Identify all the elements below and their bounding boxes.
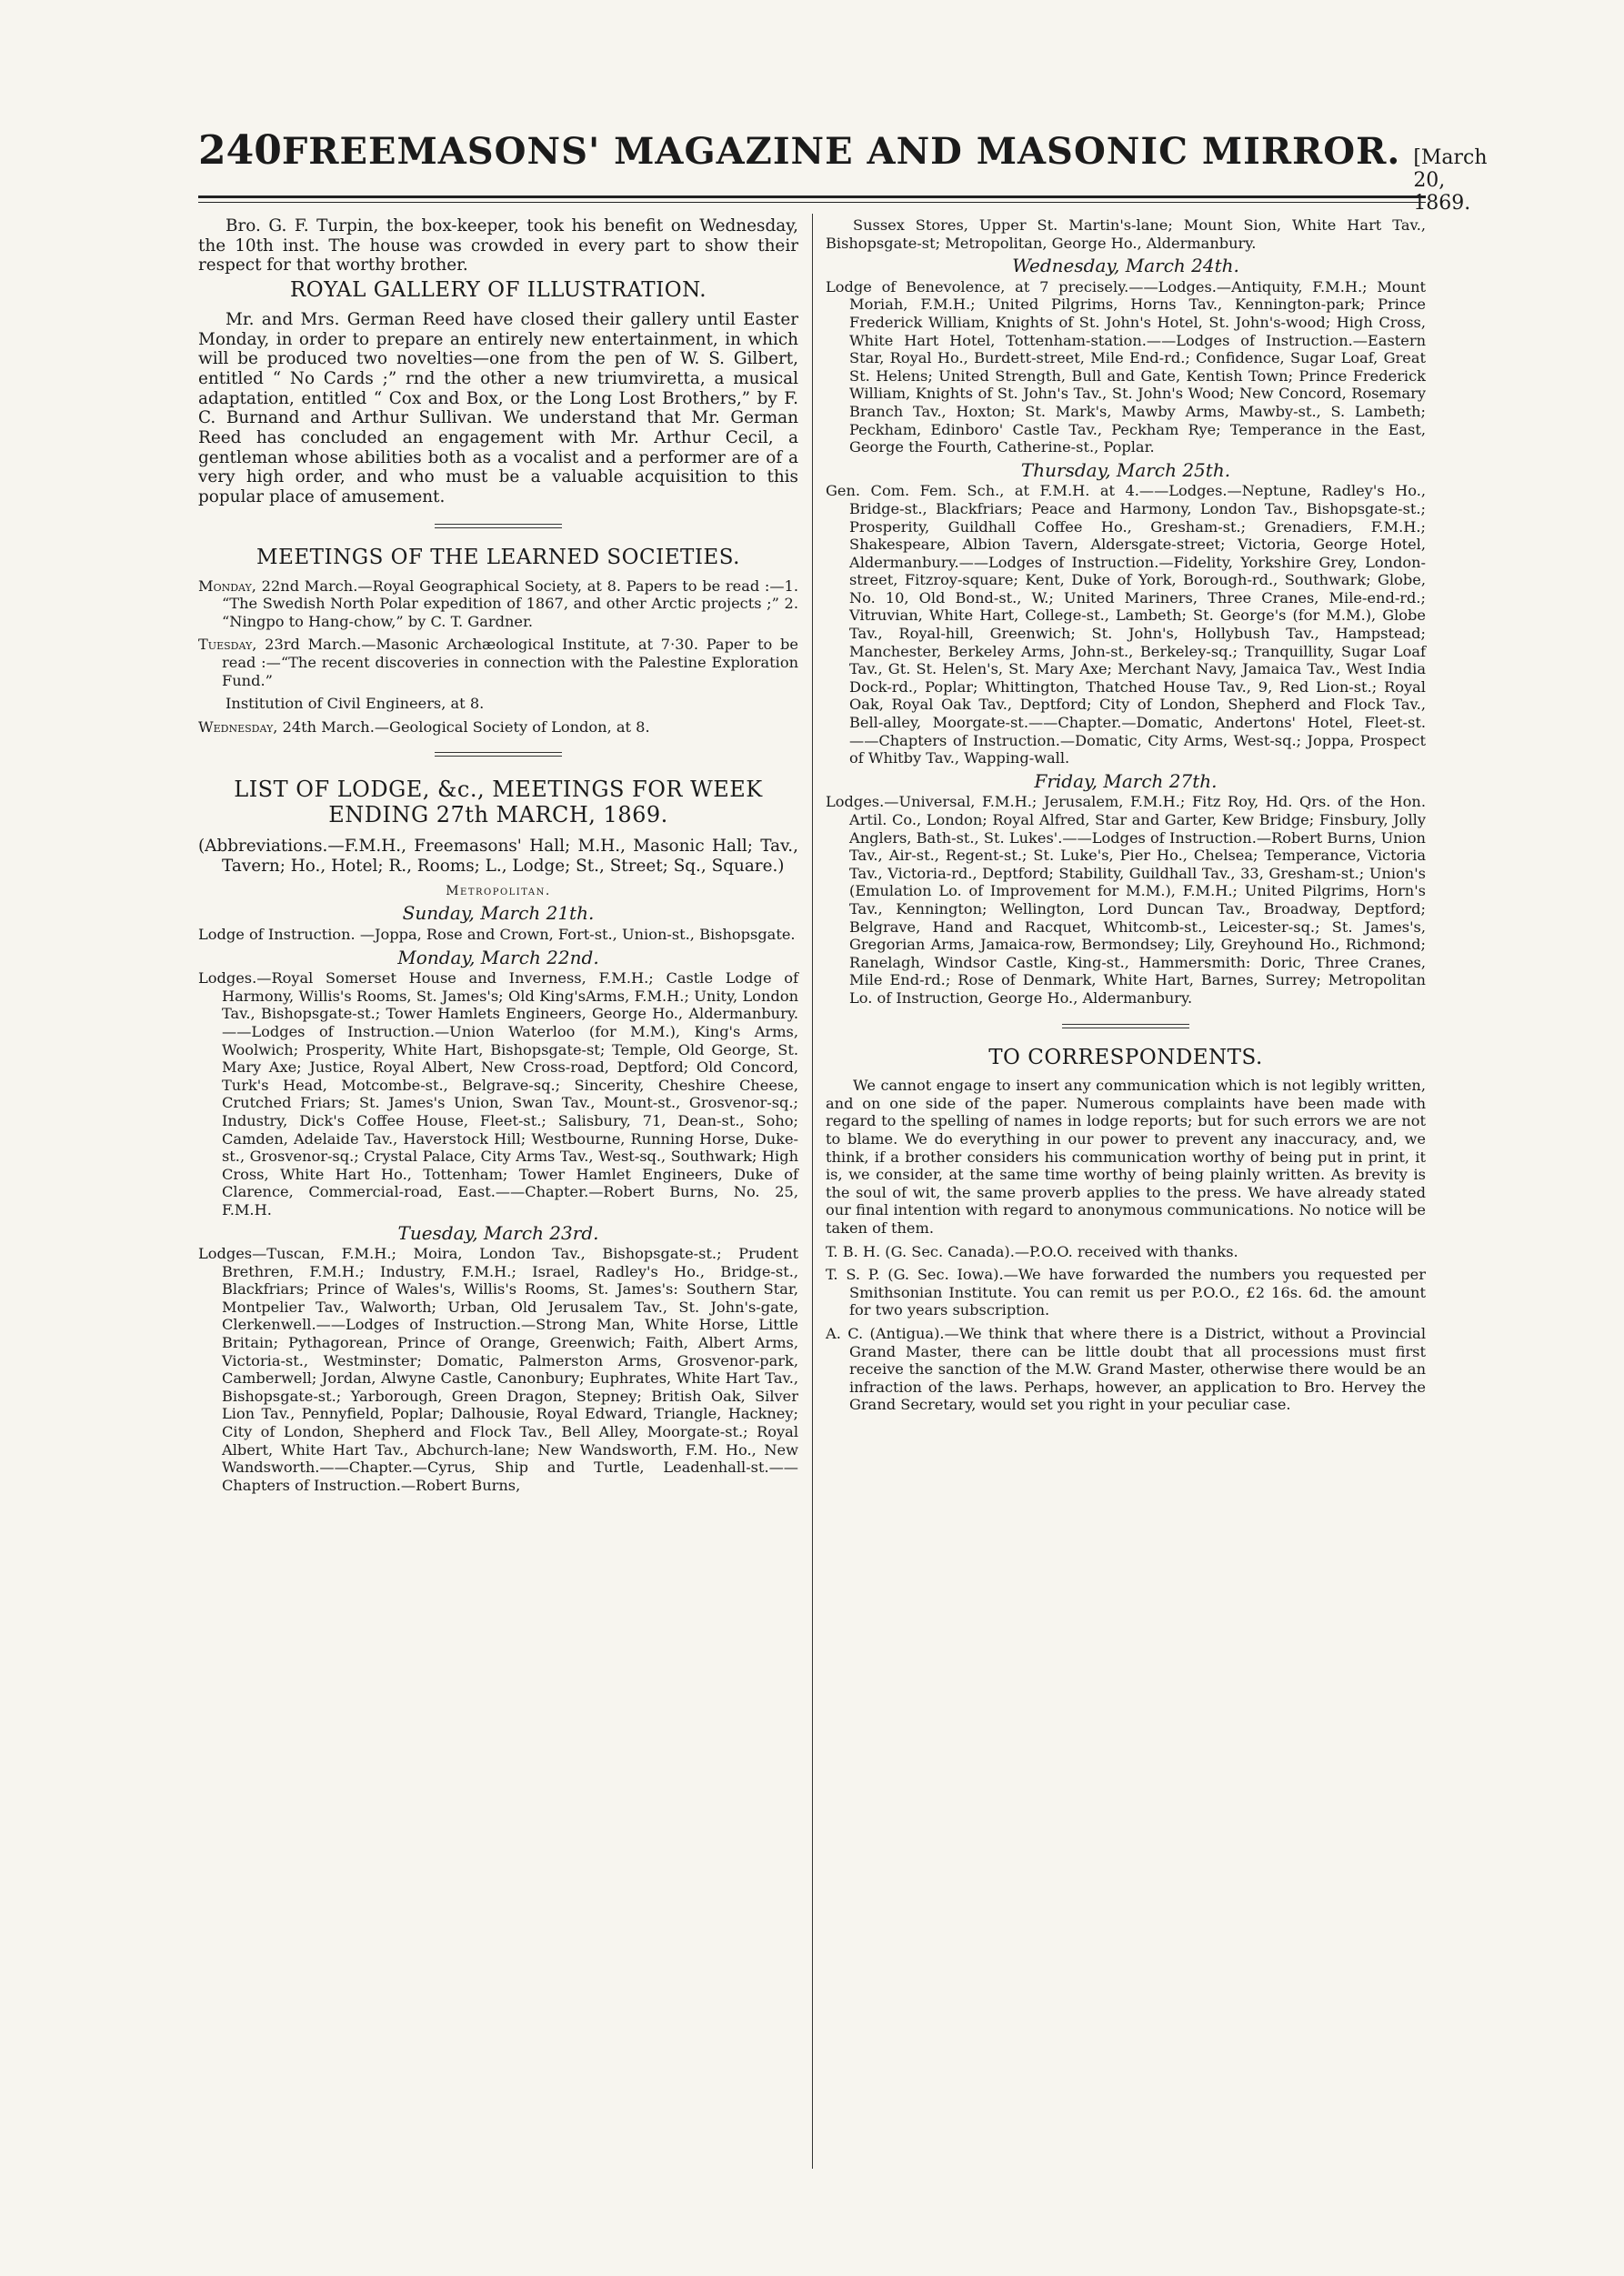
correspondent-reply: A. C. (Antigua).—We think that where there is a District, without a Provincial Grand Master, there can be little doubt that all processions must first receive the sanction of the M.W. Grand Master, otherwise there would be an infraction of the laws. Perhaps, however, an application to Bro. Hervey the Grand Secretary, would set you right in your peculiar case. [826, 1324, 1426, 1414]
tuesday-heading: Tuesday, March 23rd. [397, 1221, 599, 1244]
header-rule-thin [198, 202, 1426, 203]
entry-day: Wednesday, [198, 717, 278, 736]
friday-meetings: Lodges.—Universal, F.M.H.; Jerusalem, F.M.H.; Fitz Roy, Hd. Qrs. of the Hon. Artil. Co., London; Royal Alfred, Star and Garter, Kew Bridge; Finsbury, Jolly Anglers, Bath-st., St. Lukes'.——Lodges of Instruction.—Robert Burns, Union Tav., Air-st., Regent-st.; St. Luke's, Pier Ho., Chelsea; Temperance, Victoria Tav., Victoria-rd., Deptford; Stability, Guildhall Tav., 33, Gresham-st.; Union's (Emulation Lo. of Improvement for M.M.), F.M.H.; United Pilgrims, Horn's Tav., Kennington; Wellington, Lord Duncan Tav., Broadway, Deptford; Belgrave, Hand and Racquet, Whitcomb-st., Leicester-sq.; St. James's, Gregorian Arms, Jamaica-row, Bermondsey; Lily, Greyhound Ho., Richmond; Ranelagh, Windsor Castle, King-st., Hammersmith: Doric, Three Cranes, Mile End-rd.; Rose of Denmark, White Hart, Barnes, Surrey; Metropolitan Lo. of Instruction, George Ho., Aldermanbury. [826, 793, 1426, 1007]
correspondents-heading: TO CORRESPONDENTS. [988, 1045, 1263, 1069]
monday-heading: Monday, March 22nd. [397, 946, 599, 968]
wednesday-meetings: Lodge of Benevolence, at 7 precisely.——Lodges.—Antiquity, F.M.H.; Mount Moriah, F.M.H.; United Pilgrims, Horns Tav., Kennington-park; Prince Frederick William, Knights of St. John's Hotel, St. John's-wood; High Cross, White Hart Hotel, Tottenham-station.——Lodges of Instruction.—Eastern Star, Royal Ho., Burdett-street, Mile End-rd.; Confidence, Sugar Loaf, Great St. Helens; United Strength, Bull and Gate, Kentish Town; Prince Frederick William, Knights of St. John's Tav., St. John's Wood; New Concord, Rosemary Branch Tav., Hoxton; St. Mark's, Mawby Arms, Mawby-st., S. Lambeth; Peckham, Edinboro' Castle Tav., Peckham Rye; Temperance in the East, George the Fourth, Catherine-st., Poplar. [826, 277, 1426, 456]
district-heading: Metropolitan. [446, 883, 551, 898]
learned-entry [198, 577, 798, 631]
tuesday-continued: Sussex Stores, Upper St. Martin's-lane; Mount Sion, White Hart Tav., Bishopsgate-st; Metropolitan, George Ho., Aldermanbury. [826, 216, 1426, 252]
correspondent-reply: T. B. H. (G. Sec. Canada).—P.O.O. received with thanks. [826, 1242, 1238, 1260]
issue-date: [March 20, 1869. [1413, 146, 1488, 215]
masthead-title: FREEMASONS' MAGAZINE AND MASONIC MIRROR. [281, 130, 1401, 173]
entry-text: 22nd March.—Royal Geographical Society, at 8. Papers to be read :—1. “The Swedish North Polar expedition of 1867, and other Arctic projects ;” 2. “Ningpo to Hang-chow,” by C. T. Gardner. [222, 577, 798, 630]
friday-heading: Friday, March 27th. [1034, 769, 1218, 792]
correspondent-reply: T. S. P. (G. Sec. Iowa).—We have forwarded the numbers you requested per Smithsonian Institute. You can remit us per P.O.O., £2 16s. 6d. the amount for two years subscription. [826, 1266, 1426, 1319]
sunday-heading: Sunday, March 21th. [402, 902, 595, 925]
page-number: 240 [198, 127, 282, 174]
section-separator [435, 524, 562, 528]
royal-gallery-heading: ROYAL GALLERY OF ILLUSTRATION. [289, 278, 707, 303]
learned-entry [198, 718, 798, 737]
correspondents-section [826, 1077, 1426, 1414]
left-column [198, 216, 798, 1499]
sunday-meetings: Lodge of Instruction. —Joppa, Rose and Crown, Fort-st., Union-st., Bishopsgate. [198, 926, 796, 943]
monday-meetings: Lodges.—Royal Somerset House and Inverness, F.M.H.; Castle Lodge of Harmony, Willis's Rooms, St. James's; Old King'sArms, F.M.H.; Unity, London Tav., Bishopsgate-st.; Tower Hamlets Engineers, George Ho., Aldermanbury.——Lodges of Instruction.—Union Waterloo (for M.M.), King's Arms, Woolwich; Prosperity, White Hart, Bishopsgate-st; Temple, Old George, St. Mary Axe; Justice, Royal Albert, New Cross-road, Deptford; Old Concord, Turk's Head, Motcombe-st., Belgrave-sq.; Sincerity, Cheshire Cheese, Crutched Friars; St. James's Union, Swan Tav., Mount-st., Grosvenor-sq.; Industry, Dick's Coffee House, Fleet-st.; Salisbury, 71, Dean-st., Soho; Camden, Adelaide Tav., Haverstock Hill; Westbourne, Running Horse, Duke-st., Grosvenor-sq.; Crystal Palace, City Arms Tav., West-sq., Southwark; High Cross, White Hart Ho., Tottenham; Tower Hamlet Engineers, Duke of Clarence, Commercial-road, East.——Chapter.—Robert Burns, No. 25, F.M.H. [198, 969, 798, 1218]
lodge-list-left [198, 902, 798, 1494]
header-rule [198, 196, 1426, 198]
entry-text: 23rd March.—Masonic Archæological Institute, at 7·30. Paper to be read :—“The recent discoveries in connection with the Palestine Exploration Fund.” [222, 636, 798, 689]
column-divider [812, 214, 813, 2169]
thursday-heading: Thursday, March 25th. [1020, 458, 1231, 481]
royal-gallery-body: Mr. and Mrs. German Reed have closed their gallery until Easter Monday, in order to prepare an entirely new entertainment, in which will be produced two novelties—one from the pen of W. S. Gilbert, entitled “ No Cards ;” rnd the other a new triumviretta, a musical adaptation, entitled “ Cox and Box, or the Long Lost Brothers,” by F. C. Burnand and Arthur Sullivan. We understand that Mr. German Reed has concluded an engagement with Mr. Arthur Cecil, a gentleman whose abilities both as a vocalist and a performer are of a very high order, and who must be a valuable acquisition to this popular place of amusement. [198, 309, 798, 507]
lodge-list-right [826, 216, 1426, 1008]
section-separator [435, 752, 562, 757]
thursday-meetings: Gen. Com. Fem. Sch., at F.M.H. at 4.——Lodges.—Neptune, Radley's Ho., Bridge-st., Blackfriars; Peace and Harmony, London Tav., Bishopsgate-st.; Prosperity, Guildhall Coffee Ho., Gresham-st.; Grenadiers, F.M.H.; Shakespeare, Albion Tavern, Aldersgate-street; Victoria, George Hotel, Aldermanbury.——Lodges of Instruction.—Fidelity, Yorkshire Grey, London-street, Fitzroy-square; Kent, Duke of York, Borough-rd., Southwark; Globe, No. 10, Old Bond-st., W.; United Mariners, Three Cranes, Mile-end-rd.; Vitruvian, White Hart, College-st., Lambeth; St. George's (for M.M.), Globe Tav., Royal-hill, Greenwich; St. John's, Hollybush Tav., Hampstead; Manchester, Berkeley Arms, John-st., Berkeley-sq.; Tranquillity, Sugar Loaf Tav., Gt. St. Helen's, St. Mary Axe; Merchant Navy, Jamaica Tav., West India Dock-rd., Poplar; Whittington, Thatched House Tav., 9, Red Lion-st.; Royal Oak, Royal Oak Tav., Deptford; City of London, Shepherd and Flock Tav., Bell-alley, Moorgate-st.——Chapter.—Domatic, Andertons' Hotel, Fleet-st.——Chapters of Instruction.—Domatic, City Arms, West-sq.; Joppa, Prospect of Whitby Tav., Wapping-wall. [826, 482, 1426, 767]
section-separator [1062, 1024, 1189, 1028]
tuesday-meetings: Lodges—Tuscan, F.M.H.; Moira, London Tav., Bishopsgate-st.; Prudent Brethren, F.M.H.; Industry, F.M.H.; Israel, Radley's Ho., Bridge-st., Blackfriars; Prince of Wales's, Willis's Rooms, St. James's: Southern Star, Montpelier Tav., Walworth; Urban, Old Jerusalem Tav., St. John's-gate, Clerkenwell.——Lodges of Instruction.—Strong Man, White Horse, Little Britain; Pythagorean, Prince of Orange, Greenwich; Faith, Albert Arms, Victoria-st., Westminster; Domatic, Palmerston Arms, Grosvenor-park, Camberwell; Jordan, Alwyne Castle, Canonbury; Euphrates, White Hart Tav., Bishopsgate-st.; Yarborough, Green Dragon, Stepney; British Oak, Silver Lion Tav., Pennyfield, Poplar; Dalhousie, Royal Edward, Triangle, Hackney; City of London, Shepherd and Flock Tav., Bell Alley, Moorgate-st.; Royal Albert, White Hart Tav., Abchurch-lane; New Wandsworth, F.M. Ho., New Wandsworth.——Chapter.—Cyrus, Ship and Turtle, Leadenhall-st.——Chapters of Instruction.—Robert Burns, [198, 1245, 798, 1494]
correspondents-intro: We cannot engage to insert any communication which is not legibly written, and on one side of the paper. Numerous complaints have been made with regard to the spelling of names in lodge reports; but for such errors we are not to blame. We do everything in our power to prevent any inaccuracy, and, we think, if a brother considers his communication worthy of being put in print, it is, we consider, at the same time worthy of being plainly written. As brevity is the soul of wit, the same proverb applies to the press. We have already stated our final intention with regard to anonymous communications. No notice will be taken of them. [826, 1077, 1426, 1237]
right-column [826, 216, 1426, 1419]
wednesday-heading: Wednesday, March 24th. [1012, 255, 1239, 277]
lodge-list-heading: LIST OF LODGE, &c., MEETINGS FOR WEEK ENDING 27th MARCH, 1869. [234, 777, 763, 828]
learned-societies-heading: MEETINGS OF THE LEARNED SOCIETIES. [256, 545, 740, 569]
entry-day: Tuesday, [198, 636, 257, 654]
page-header [198, 127, 1488, 215]
abbreviations: (Abbreviations.—F.M.H., Freemasons' Hall; M.H., Masonic Hall; Tav., Tavern; Ho., Hotel; R., Rooms; L., Lodge; St., Street; Sq., Square.) [198, 837, 798, 876]
learned-entry [198, 636, 798, 689]
entry-day: Monday, [198, 577, 256, 595]
turpin-paragraph: Bro. G. F. Turpin, the box-keeper, took his benefit on Wednesday, the 10th inst. The house was crowded in every part to show their respect for that worthy brother. [198, 216, 798, 276]
learned-societies-list [198, 577, 798, 737]
learned-entry: Institution of Civil Engineers, at 8. [226, 695, 485, 713]
entry-text: 24th March.—Geological Society of London, at 8. [282, 717, 650, 736]
